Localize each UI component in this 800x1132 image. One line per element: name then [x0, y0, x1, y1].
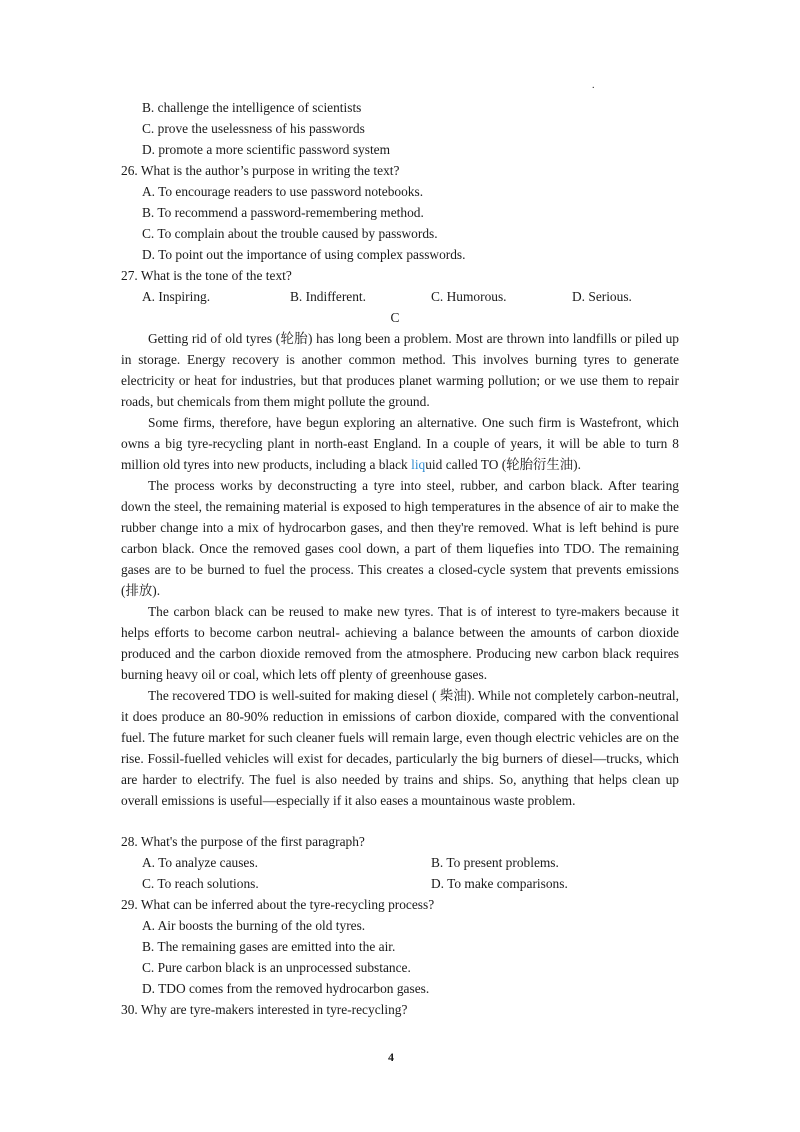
q25-option-c: C. prove the uselessness of his passwords [142, 121, 365, 136]
q26-option-a: A. To encourage readers to use password notebooks. [142, 184, 424, 199]
q27-option-d: D. Serious. [572, 289, 632, 304]
q27-option-b: B. Indifferent. [290, 289, 366, 304]
q29-option-c: C. Pure carbon black is an unprocessed substance. [142, 960, 411, 975]
q26-option-c: C. To complain about the trouble caused by passwords. [142, 226, 438, 241]
q26-question: 26. What is the author’s purpose in writing the text? [121, 163, 400, 178]
passage-paragraph-3: The process works by deconstructing a tyre into steel, rubber, and carbon black. After tearing down the steel, the remaining material is exposed to high temperatures in the absence of air to make the rubber change into a mix of hydrocarbon gases, and then they're removed. What is left behind is pure carbon black. Once the removed gases cool down, a part of them liquefies into TDO. The remaining gases are to be burned to fuel the process. This creates a closed-cycle system that prevents emissions (排放). [121, 478, 679, 598]
q28-option-c: C. To reach solutions. [142, 876, 259, 891]
q27-option-a: A. Inspiring. [142, 289, 211, 304]
q30-question: 30. Why are tyre-makers interested in tyre-recycling? [121, 1002, 408, 1017]
q26-option-b: B. To recommend a password-remembering method. [142, 205, 424, 220]
paragraph-2-after: uid called TO (轮胎衍生油). [425, 457, 581, 472]
q28-option-b: B. To present problems. [431, 855, 559, 870]
q28-option-a: A. To analyze causes. [142, 855, 258, 870]
passage-paragraph-2 [121, 412, 679, 475]
q26-option-d: D. To point out the importance of using complex passwords. [142, 247, 466, 262]
q27-question: 27. What is the tone of the text? [121, 268, 292, 283]
paragraph-2-before: Some firms, therefore, have begun exploring an alternative. One such firm is Wastefront, which owns a big tyre-recycling plant in north-east England. In a couple of years, it will be able to turn 8 million old tyres into new products, including a black [121, 415, 679, 472]
q29-question: 29. What can be inferred about the tyre-recycling process? [121, 897, 435, 912]
passage-paragraph-5: The recovered TDO is well-suited for making diesel ( 柴油). While not completely carbon-neutral, it does produce an 80-90% reduction in emissions of carbon dioxide, compared with the conventional fuel. The future market for such cleaner fuels will remain large, even though electric vehicles are on the rise. Fossil-fuelled vehicles will exist for decades, particularly the big burners of diesel—trucks, which are harder to electrify. The fuel is also needed by trains and ships. So, anything that helps clean up overall emissions is useful—especially if it also eases a mountainous waste problem. [121, 688, 679, 808]
passage-heading: C [390, 310, 400, 325]
passage-paragraph-4: The carbon black can be reused to make new tyres. That is of interest to tyre-makers because it helps efforts to become carbon neutral- achieving a balance between the amounts of carbon dioxide produced and the carbon dioxide removed from the atmosphere. Producing new carbon black requires burning heavy oil or coal, which lets off plenty of greenhouse gases. [121, 604, 679, 682]
passage-paragraph-1: Getting rid of old tyres (轮胎) has long been a problem. Most are thrown into landfills or piled up in storage. Energy recovery is another common method. This involves burning tyres to generate electricity or heat for industries, but that produces planet warming pollution; or we use them to repair roads, but chemicals from them might pollute the ground. [121, 331, 679, 409]
highlighted-text: liq [411, 457, 426, 472]
q28-option-d: D. To make comparisons. [431, 876, 568, 891]
q25-option-d: D. promote a more scientific password system [142, 142, 391, 157]
q29-option-d: D. TDO comes from the removed hydrocarbon gases. [142, 981, 430, 996]
q25-option-b: B. challenge the intelligence of scientists [142, 100, 362, 115]
passage-body [121, 328, 679, 811]
q29-option-a: A. Air boosts the burning of the old tyres. [142, 918, 366, 933]
q28-question: 28. What's the purpose of the first paragraph? [121, 834, 365, 849]
top-mark: . [592, 80, 595, 91]
q27-option-c: C. Humorous. [431, 289, 507, 304]
page-number: 4 [388, 1050, 394, 1064]
q29-option-b: B. The remaining gases are emitted into the air. [142, 939, 396, 954]
